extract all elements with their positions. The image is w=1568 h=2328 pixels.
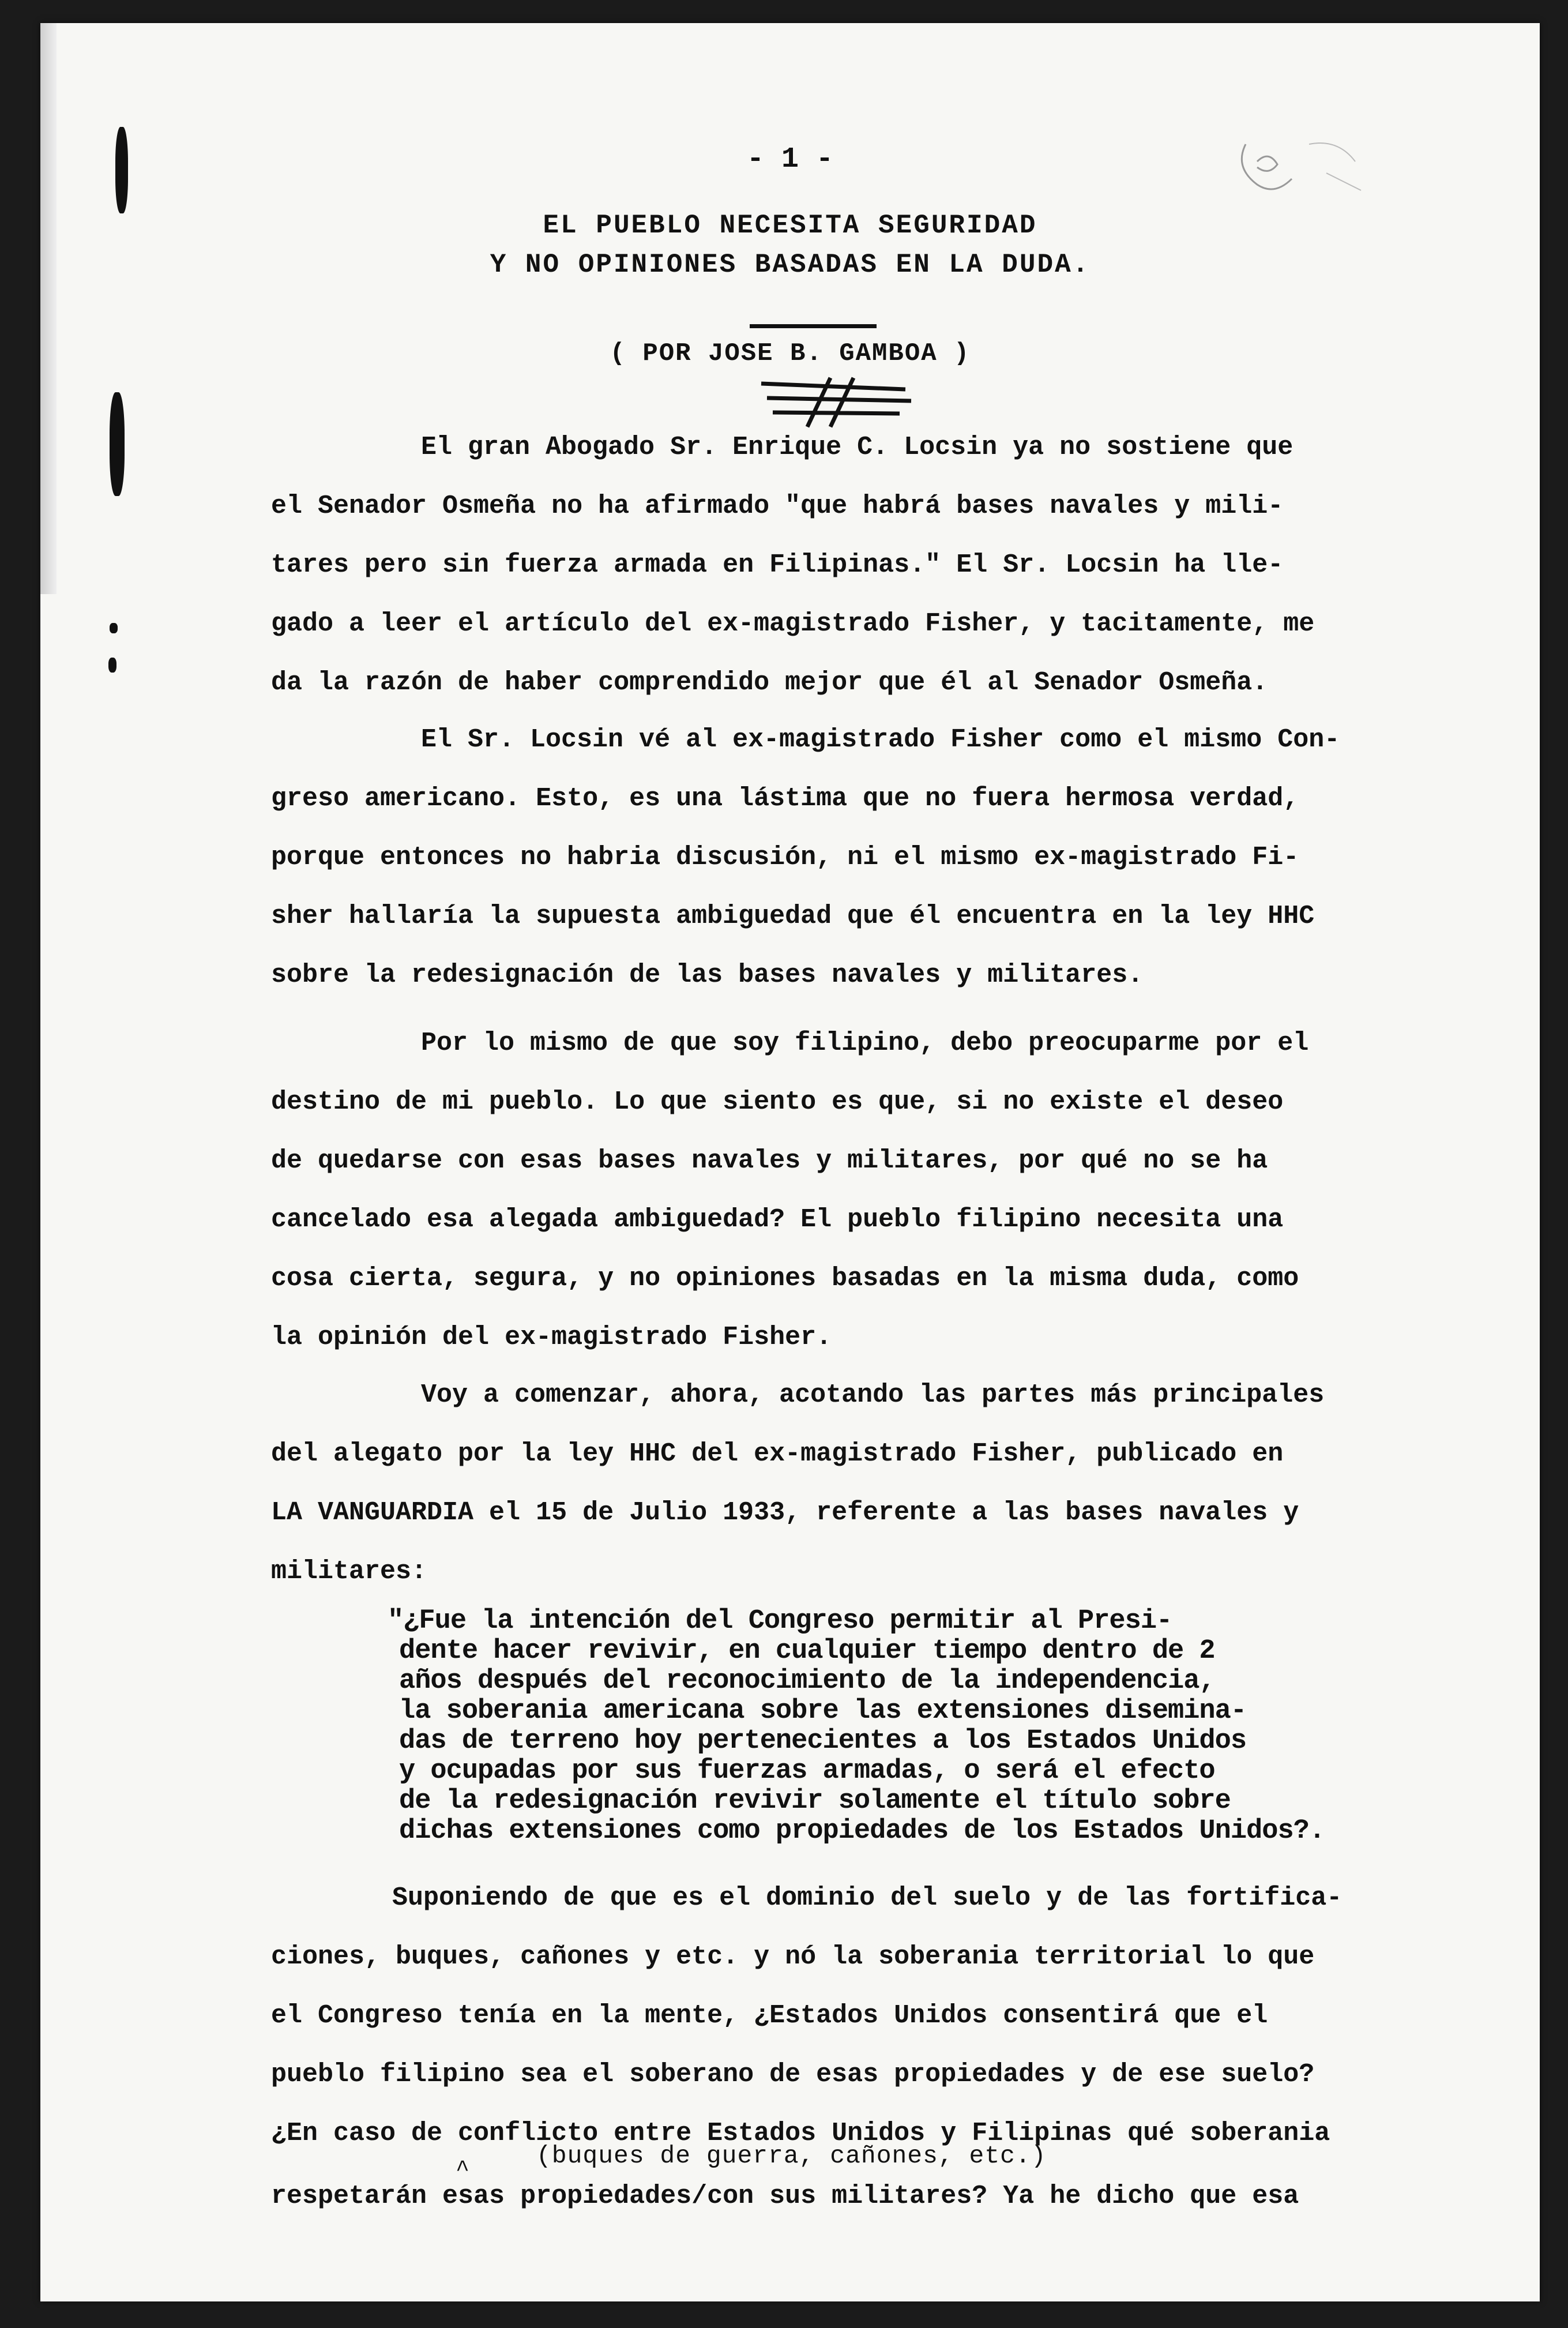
- quote-line: y ocupadas por sus fuerzas armadas, o será el efecto: [399, 1756, 1215, 1786]
- title-divider: [750, 324, 877, 328]
- text-line: militares:: [271, 1557, 427, 1586]
- text-line: destino de mi pueblo. Lo que siento es que, si no existe el deseo: [271, 1087, 1284, 1117]
- final-text-line: respetarán esas propiedades/con sus militares? Ya he dicho que esa: [271, 2181, 1299, 2211]
- paragraph-5: [271, 1869, 1511, 2163]
- text-line: el Senador Osmeña no ha afirmado "que habrá bases navales y mili-: [271, 491, 1284, 521]
- text-line: Voy a comenzar, ahora, acotando las partes más principales: [421, 1380, 1325, 1410]
- text-line: el Congreso tenía en la mente, ¿Estados Unidos consentirá que el: [271, 2001, 1268, 2030]
- title-line-2: Y NO OPINIONES BASADAS EN LA DUDA.: [490, 250, 1091, 280]
- text-line: del alegato por la ley HHC del ex-magistrado Fisher, publicado en: [271, 1439, 1284, 1469]
- paper-edge-shadow: [40, 23, 57, 594]
- quote-line: dente hacer revivir, en cualquier tiempo dentro de 2: [399, 1636, 1215, 1666]
- text-line: gado a leer el artículo del ex-magistrado Fisher, y tacitamente, me: [271, 609, 1315, 639]
- text-line: greso americano. Esto, es una lástima que no fuera hermosa verdad,: [271, 784, 1299, 813]
- text-line: de quedarse con esas bases navales y militares, por qué no se ha: [271, 1146, 1268, 1176]
- text-line: da la razón de haber comprendido mejor que él al Senador Osmeña.: [271, 668, 1268, 697]
- title-line-1: EL PUEBLO NECESITA SEGURIDAD: [543, 211, 1037, 241]
- quote-line: la soberania americana sobre las extensiones disemina-: [399, 1696, 1247, 1726]
- quote-line: "¿Fue la intención del Congreso permitir al Presi-: [388, 1606, 1172, 1636]
- text-line: El gran Abogado Sr. Enrique C. Locsin ya no sostiene que: [421, 433, 1293, 462]
- insertion-caret-mark: ^: [456, 2157, 470, 2183]
- quote-line: das de terreno hoy pertenecientes a los Estados Unidos: [399, 1726, 1247, 1756]
- punch-hole-mark: [108, 658, 116, 673]
- paragraph-3: [271, 1014, 1511, 1367]
- paragraph-4: [271, 1366, 1511, 1601]
- text-line: ¿En caso de conflicto entre Estados Unidos y Filipinas qué soberania: [271, 2119, 1330, 2148]
- punch-hole-mark: [110, 392, 125, 496]
- document-page: [40, 23, 1540, 2301]
- text-line: Por lo mismo de que soy filipino, debo preocuparme por el: [421, 1028, 1309, 1058]
- text-line: pueblo filipino sea el soberano de esas propiedades y de ese suelo?: [271, 2060, 1315, 2089]
- text-line: porque entonces no habria discusión, ni el mismo ex-magistrado Fi-: [271, 843, 1299, 872]
- text-line: la opinión del ex-magistrado Fisher.: [271, 1323, 832, 1352]
- block-quotation: [388, 1606, 1449, 1846]
- text-line: El Sr. Locsin vé al ex-magistrado Fisher como el mismo Con-: [421, 725, 1340, 754]
- page-number: - 1 -: [746, 143, 834, 176]
- punch-hole-mark: [110, 623, 118, 633]
- text-line: cosa cierta, segura, y no opiniones basadas en la misma duda, como: [271, 1264, 1299, 1293]
- text-line: tares pero sin fuerza armada en Filipinas." El Sr. Locsin ha lle-: [271, 550, 1284, 580]
- text-line: Suponiendo de que es el dominio del suelo y de las fortifica-: [392, 1883, 1343, 1913]
- quote-line: dichas extensiones como propiedades de los Estados Unidos?.: [399, 1816, 1325, 1846]
- quote-line: años después del reconocimiento de la independencia,: [399, 1666, 1215, 1696]
- quote-line: de la redesignación revivir solamente el título sobre: [399, 1786, 1231, 1816]
- text-line: ciones, buques, cañones y etc. y nó la soberania territorial lo que: [271, 1942, 1315, 1972]
- handwritten-insertion: (buques de guerra, cañones, etc.): [536, 2142, 1047, 2170]
- text-line: sobre la redesignación de las bases navales y militares.: [271, 960, 1144, 990]
- paragraph-1: [271, 418, 1511, 712]
- text-line: LA VANGUARDIA el 15 de Julio 1933, referente a las bases navales y: [271, 1498, 1299, 1527]
- text-line: sher hallaría la supuesta ambiguedad que él encuentra en la ley HHC: [271, 902, 1315, 931]
- paragraph-2: [271, 711, 1511, 1005]
- text-line: cancelado esa alegada ambiguedad? El pueblo filipino necesita una: [271, 1205, 1284, 1234]
- author-byline: ( POR JOSE B. GAMBOA ): [610, 339, 971, 368]
